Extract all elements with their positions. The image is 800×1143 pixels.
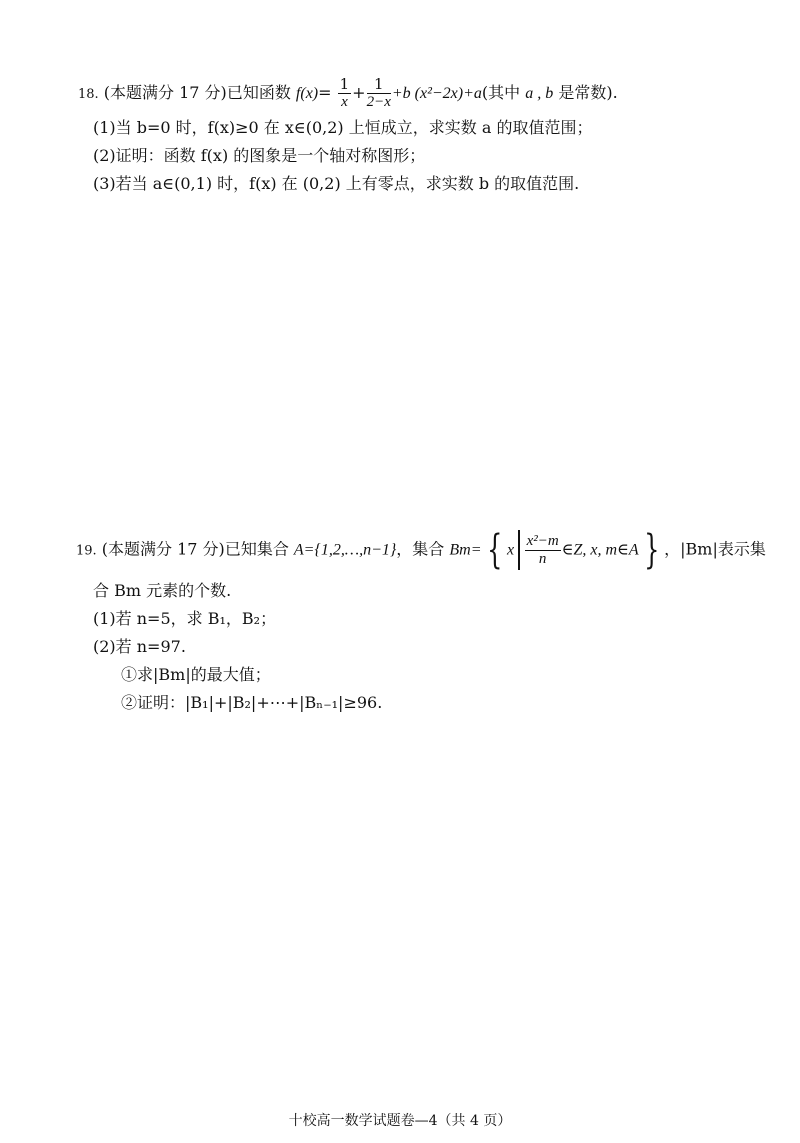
q19-set-bar	[518, 530, 520, 570]
q18-fx: f(x)	[295, 85, 319, 102]
q19-set-a: A={1,2,…,n−1}	[293, 541, 397, 559]
q19-set-variable: x	[506, 541, 515, 559]
q19-intro: 已知集合	[224, 539, 294, 559]
q18-constants: a , b	[525, 85, 554, 102]
q18-fraction-1-denominator: x	[341, 94, 348, 110]
q18-part-1: (1)当 b=0 时，f(x)≥0 在 x∈(0,2) 上恒成立，求实数 a 的取值范围；	[93, 118, 593, 137]
q19-fraction	[525, 533, 561, 568]
q19-number: 19.	[76, 543, 97, 559]
q18-intro-end: 是常数).	[553, 83, 618, 102]
q18-fraction-2	[367, 76, 391, 111]
q18-fraction-2-numerator: 1	[367, 76, 391, 94]
q18-part-2: (2)证明：函数 f(x) 的图象是一个轴对称图形；	[93, 146, 426, 165]
q18-fraction-1-numerator: 1	[339, 75, 350, 93]
q19-bm-eq: Bm=	[449, 541, 482, 559]
q18-intro-paren: (其中	[481, 83, 526, 102]
q18-intro: 已知函数	[226, 83, 291, 102]
q19-part-1: (1)若 n=5，求 B₁，B₂；	[93, 609, 277, 628]
q18-header	[78, 76, 618, 111]
q18-fraction-1	[338, 76, 352, 111]
page-footer: 十校高一数学试题卷—4（共 4 页）	[288, 1113, 512, 1129]
q19-set-condition: ∈Z, x, m∈A	[561, 541, 639, 559]
q18-part-3: (3)若当 a∈(0,1) 时，f(x) 在 (0,2) 上有零点，求实数 b 的取值范围.	[93, 174, 580, 193]
q19-line-2: 合 Bm 元素的个数.	[93, 581, 232, 600]
q18-number: 18.	[78, 87, 99, 102]
q19-fraction-denominator: n	[538, 550, 547, 567]
q19-intro-b: ，集合	[396, 539, 450, 559]
q18-score: (本题满分 17 分)	[103, 83, 227, 102]
q18-function-tail: +b (x²−2x)+a	[391, 85, 482, 102]
q19-part-2-2: ②证明：|B₁|+|B₂|+⋯+|Bₙ₋₁|≥96.	[121, 693, 383, 712]
q19-header	[76, 527, 766, 573]
q18-fraction-2-denominator: 2−x	[366, 94, 391, 110]
q19-intro-c: ，|Bm|表示集	[664, 539, 766, 559]
q18-plus: +	[352, 83, 366, 102]
q19-left-brace: {	[486, 527, 502, 573]
q19-part-2: (2)若 n=97.	[93, 637, 186, 656]
q19-part-2-1: ①求|Bm|的最大值；	[121, 665, 271, 684]
q19-fraction-numerator: x²−m	[526, 532, 559, 549]
q18-equals: =	[318, 83, 332, 102]
q19-right-brace: }	[643, 527, 660, 573]
q19-score: (本题满分 17 分)	[101, 539, 225, 559]
